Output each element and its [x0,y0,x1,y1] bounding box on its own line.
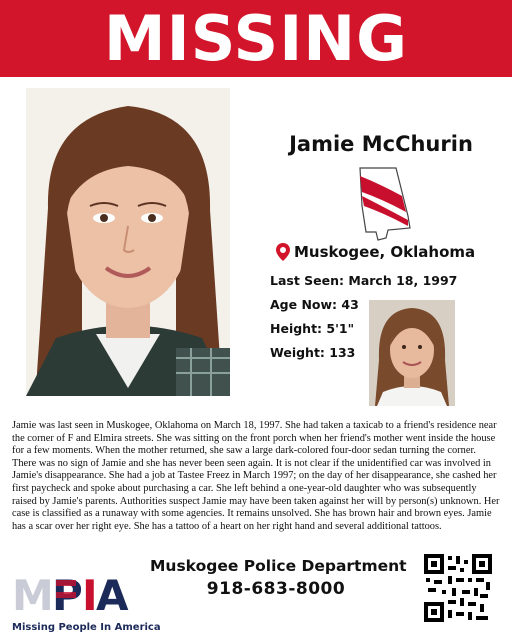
missing-banner [0,0,512,77]
missing-person-photo [26,88,230,396]
logo-letter-i: I [82,571,98,620]
age-progression-photo [369,300,455,406]
logo-caption: Missing People In America [12,622,161,633]
location-text: Muskogee, Oklahoma [294,243,476,261]
person-name: Jamie McChurin [289,132,473,156]
last-known-location [276,243,512,261]
logo-letter-p: P [52,571,83,620]
last-seen-fact: Last Seen: March 18, 1997 [270,273,458,288]
state-map-icon [356,166,412,242]
height-fact: Height: 5'1" [270,321,355,336]
logo-letter-m: M [12,571,54,620]
contact-phone[interactable]: 918-683-8000 [206,579,346,599]
qr-code-icon[interactable] [424,554,492,622]
weight-fact: Weight: 133 [270,345,356,360]
police-department: Muskogee Police Department [150,557,407,575]
banner-title: MISSING [103,1,409,75]
age-now-fact: Age Now: 43 [270,297,359,312]
logo-letter-a: A [96,571,129,620]
location-pin-icon [276,243,290,261]
case-description: Jamie was last seen in Muskogee, Oklahoma on March 18, 1997. She had taken a taxicab to a friend's residence near the corner of F and Elmira streets. She was sitting on the front porch when her friend's mother went inside the house for a few moments. When the mother returned, she saw a large dark-colored four-door sedan turning the corner. There was no sign of Jamie and she has never been seen again. It is not clear if the unidentified car was involved in Jamie's disappearance. She had a job at Tastee Freez in March 1997; on the day of her disappearance, she cashed her first paycheck and spoke about purchasing a car. She left behind a one-year-old daughter who was subsequently raised by Jamie's parents. Authorities suspect Jamie may have been taken against her will by person(s) unknown. Her case is classified as a runaway with some agencies. It remains unsolved. She has brown hair and brown eyes. Jamie has a scar over her right eye. She has a tattoo of a heart on her right hand and several additional tattoos. [12,420,500,532]
